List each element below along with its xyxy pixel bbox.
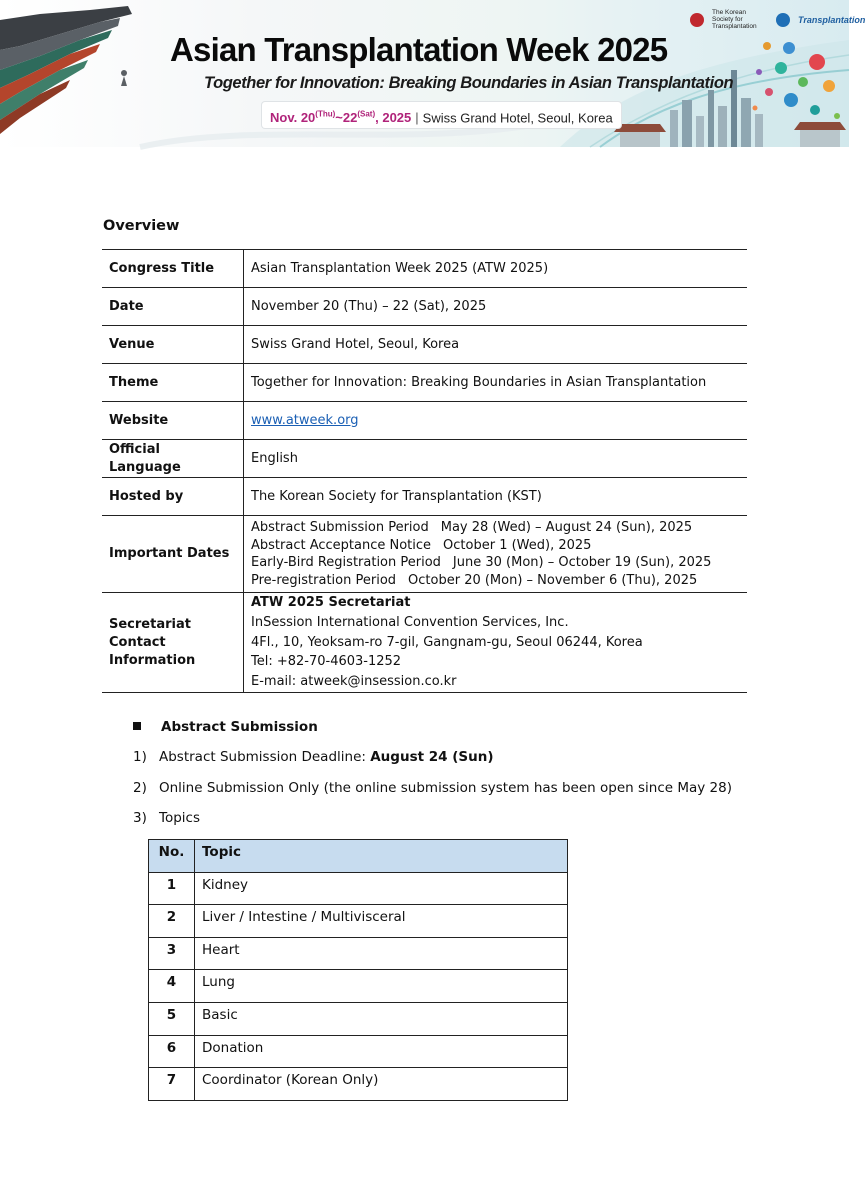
- topic-name: Kidney: [195, 872, 568, 905]
- row-label: Congress Title: [102, 250, 244, 288]
- date-item: Abstract Acceptance Notice October 1 (Wed), 2025: [251, 537, 592, 553]
- sponsor-logos: [690, 9, 865, 30]
- topic-name: Liver / Intestine / Multivisceral: [195, 905, 568, 938]
- secretariat-tel: Tel: +82-70-4603-1252: [251, 654, 402, 670]
- table-row: [149, 970, 568, 1003]
- column-header-topic: Topic: [195, 840, 568, 873]
- row-value: The Korean Society for Transplantation (KST): [244, 478, 748, 516]
- table-row: [149, 1068, 568, 1101]
- square-bullet-icon: [133, 722, 141, 730]
- topic-number: 2: [149, 905, 195, 938]
- table-row: [102, 288, 747, 326]
- important-dates-list: [244, 516, 748, 593]
- topic-name: Coordinator (Korean Only): [195, 1068, 568, 1101]
- date-item: Pre-registration Period October 20 (Mon) – November 6 (Thu), 2025: [251, 572, 698, 588]
- secretariat-email[interactable]: E-mail: atweek@insession.co.kr: [251, 674, 457, 690]
- row-value: English: [244, 440, 748, 478]
- journal-logo-text: Transplantation: [798, 14, 865, 25]
- row-label: Hosted by: [102, 478, 244, 516]
- row-value: Together for Innovation: Breaking Boundaries in Asian Transplantation: [244, 364, 748, 402]
- list-item: 2) Online Submission Only (the online submission system has been open since May 28): [133, 780, 733, 796]
- topic-name: Basic: [195, 1002, 568, 1035]
- secretariat-company: InSession International Convention Services, Inc.: [251, 614, 569, 630]
- topic-number: 4: [149, 970, 195, 1003]
- row-label: Important Dates: [102, 516, 244, 593]
- topic-name: Heart: [195, 937, 568, 970]
- row-label: Official Language: [102, 440, 244, 478]
- table-row: [149, 905, 568, 938]
- topic-number: 6: [149, 1035, 195, 1068]
- banner-title: Asian Transplantation Week 2025: [170, 31, 668, 68]
- list-item: 3) Topics: [133, 810, 200, 826]
- topic-name: Donation: [195, 1035, 568, 1068]
- row-label: Website: [102, 402, 244, 440]
- banner-dates: Nov. $20^{(Thu)}\sim 22^{(Sat)}$, 2025: [270, 110, 412, 126]
- secretariat-info: [244, 593, 748, 693]
- topic-name: Lung: [195, 970, 568, 1003]
- table-row: [102, 364, 747, 402]
- table-row: [102, 593, 747, 693]
- topic-number: 5: [149, 1002, 195, 1035]
- table-row: [149, 1035, 568, 1068]
- secretariat-name: ATW 2025 Secretariat: [251, 595, 411, 611]
- banner-venue: Swiss Grand Hotel, Seoul, Korea: [422, 110, 613, 126]
- topic-number: 3: [149, 937, 195, 970]
- website-link[interactable]: www.atweek.org: [251, 412, 359, 428]
- journal-logo-icon: [776, 13, 790, 27]
- banner-subtitle: Together for Innovation: Breaking Boundaries in Asian Transplantation: [204, 74, 734, 92]
- table-row: [102, 478, 747, 516]
- row-value: [244, 402, 748, 440]
- traditional-roof-illustration: [0, 0, 150, 147]
- date-item: Abstract Submission Period May 28 (Wed) – August 24 (Sun), 2025: [251, 520, 693, 535]
- table-header-row: [149, 840, 568, 873]
- header-banner: [0, 0, 865, 147]
- table-row: [149, 1002, 568, 1035]
- topics-table: [148, 839, 568, 1101]
- row-value: Asian Transplantation Week 2025 (ATW 2025): [244, 250, 748, 288]
- table-row: [102, 326, 747, 364]
- row-label: Secretariat Contact Information: [102, 593, 244, 693]
- row-label: Venue: [102, 326, 244, 364]
- kst-logo-icon: [690, 13, 704, 27]
- kst-logo-text: The Korean Society for Transplantation: [712, 9, 757, 30]
- table-row: [102, 250, 747, 288]
- row-label: Date: [102, 288, 244, 326]
- list-item: 1) Abstract Submission Deadline: August 24 (Sun): [133, 749, 494, 765]
- column-header-no: No.: [149, 840, 195, 873]
- table-row: [102, 440, 747, 478]
- abstract-submission-heading: Abstract Submission: [133, 719, 318, 735]
- topic-number: 1: [149, 872, 195, 905]
- topic-number: 7: [149, 1068, 195, 1101]
- table-row: [149, 937, 568, 970]
- overview-table: [102, 249, 747, 693]
- banner-date-venue: Nov. $20^{(Thu)}\sim 22^{(Sat)}$, 2025 | Swiss Grand Hotel, Seoul, Korea: [262, 102, 621, 128]
- row-value: Swiss Grand Hotel, Seoul, Korea: [244, 326, 748, 364]
- row-value: November 20 (Thu) – 22 (Sat), 2025: [244, 288, 748, 326]
- date-item: Early-Bird Registration Period June 30 (Mon) – October 19 (Sun), 2025: [251, 555, 712, 570]
- row-label: Theme: [102, 364, 244, 402]
- table-row: [102, 516, 747, 593]
- overview-heading: Overview: [103, 218, 180, 234]
- table-row: [149, 872, 568, 905]
- table-row: [102, 402, 747, 440]
- secretariat-address: 4Fl., 10, Yeoksam-ro 7-gil, Gangnam-gu, Seoul 06244, Korea: [251, 634, 643, 650]
